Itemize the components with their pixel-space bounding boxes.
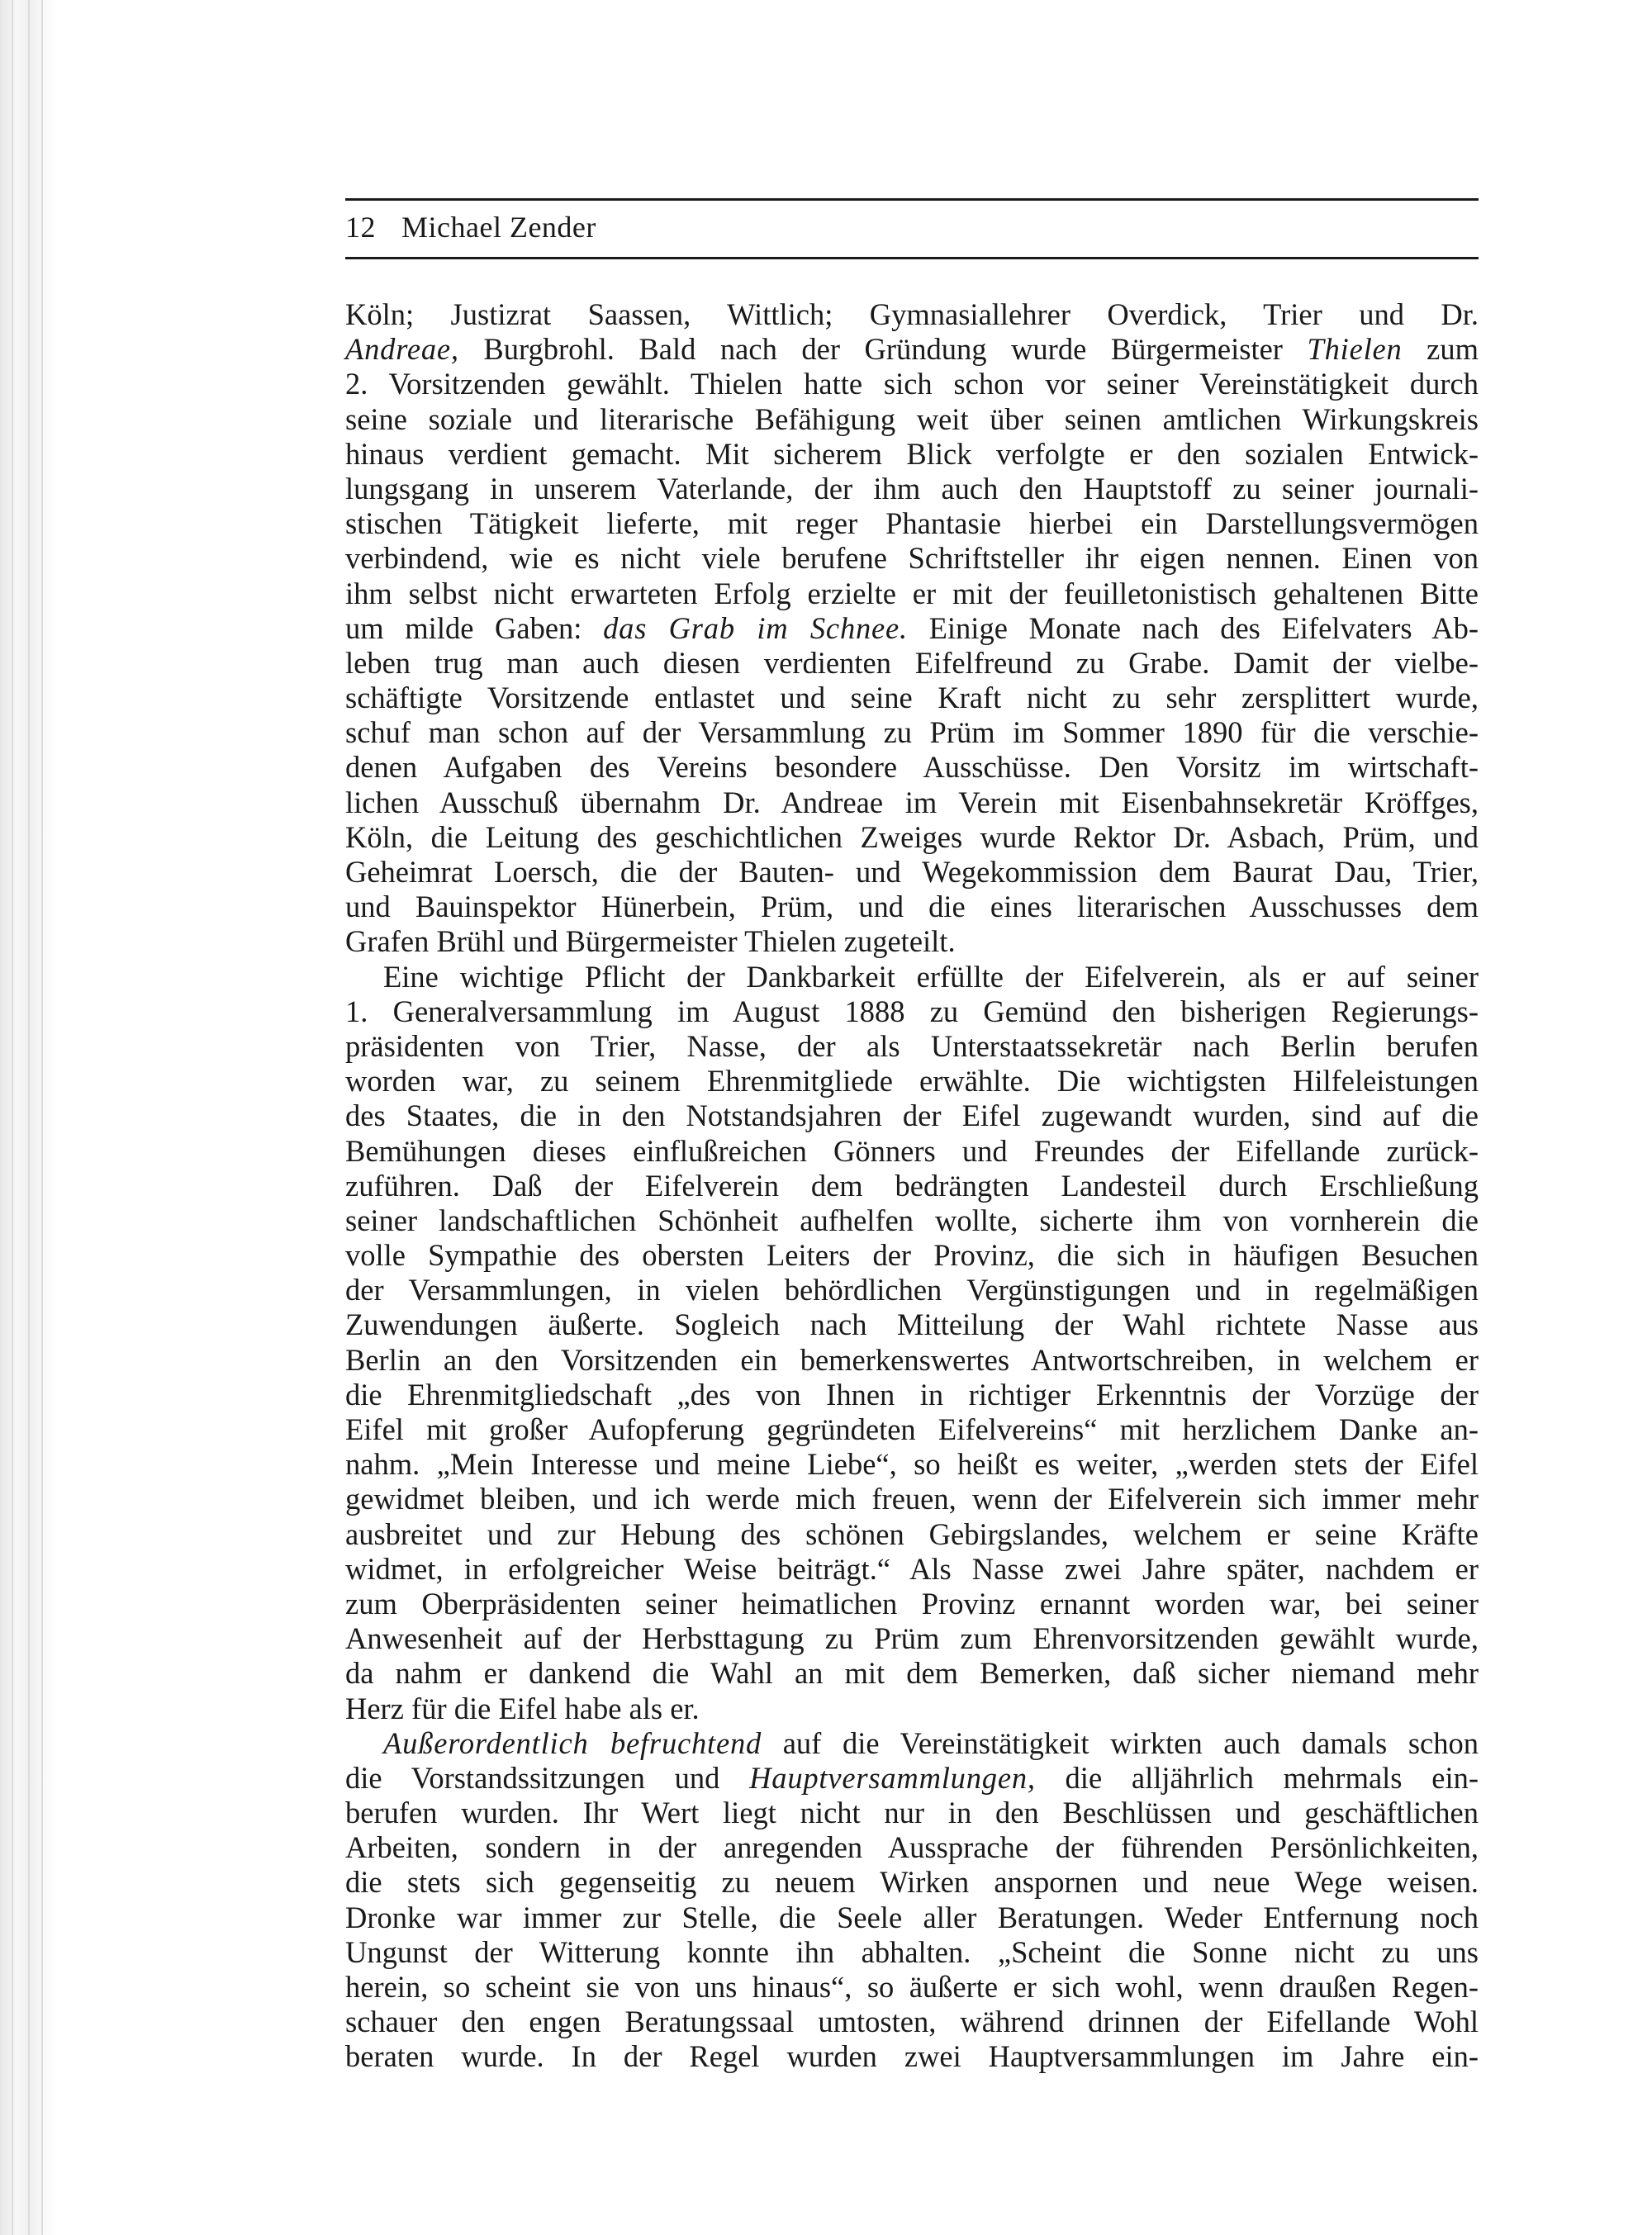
- text-segment: nahm. „Mein Interesse und meine Liebe“, so heißt es weiter, „werden stets der Eifel: [345, 1447, 1479, 1482]
- italic-text: das Grab im Schnee.: [603, 610, 908, 645]
- running-header: [345, 206, 1479, 248]
- author-name: Michael Zender: [401, 211, 596, 244]
- text-segment: hinaus verdient gemacht. Mit sicherem Blick verfolgte er den sozialen Entwick-: [345, 436, 1479, 471]
- text-line: [345, 541, 1479, 576]
- text-segment: und Bauinspektor Hünerbein, Prüm, und die eines literarischen Ausschusses dem: [345, 890, 1479, 924]
- text-segment: die Ehrenmitgliedschaft „des von Ihnen in richtiger Erkenntnis der Vorzüge der: [345, 1377, 1479, 1412]
- text-segment: zum: [1402, 332, 1479, 367]
- text-line: [345, 924, 1479, 959]
- text-line: [345, 506, 1479, 541]
- body-text: [345, 297, 1479, 2075]
- text-segment: herein, so scheint sie von uns hinaus“, so äußerte er sich wohl, wenn draußen Regen-: [345, 1970, 1479, 2004]
- page-number: 12: [345, 211, 376, 244]
- text-line: [345, 1692, 1479, 1726]
- text-line: [345, 367, 1479, 401]
- text-line: [345, 1447, 1479, 1482]
- text-segment: Grafen Brühl und Bürgermeister Thielen zugeteilt.: [345, 924, 956, 959]
- text-segment: widmet, in erfolgreicher Weise beiträgt.“ Als Nasse zwei Jahre später, nachdem er: [345, 1551, 1479, 1586]
- text-line: [345, 1203, 1479, 1238]
- text-segment: ihm selbst nicht erwarteten Erfolg erzielte er mit der feuilletonistisch gehaltenen Bitte: [345, 576, 1479, 610]
- text-segment: auf die Vereinstätigkeit wirkten auch damals schon: [762, 1725, 1479, 1760]
- header-rule-bottom: [345, 257, 1479, 259]
- text-line: [345, 1796, 1479, 1830]
- text-segment: Dronke war immer zur Stelle, die Seele aller Beratungen. Weder Entfernung noch: [345, 1900, 1479, 1934]
- text-line: [345, 437, 1479, 472]
- text-line: [345, 1169, 1479, 1203]
- text-line: [345, 681, 1479, 715]
- text-segment: volle Sympathie des obersten Leiters der Provinz, die sich in häufigen Besuchen: [345, 1238, 1479, 1273]
- text-segment: präsidenten von Trier, Nasse, der als Unterstaatssekretär nach Berlin berufen: [345, 1028, 1479, 1063]
- text-line: [345, 1517, 1479, 1552]
- italic-text: Außerordentlich befruchtend: [383, 1725, 762, 1760]
- text-segment: lichen Ausschuß übernahm Dr. Andreae im Verein mit Eisenbahnsekretär Kröffges,: [345, 785, 1479, 819]
- text-line: [345, 960, 1479, 994]
- text-line: [345, 1482, 1479, 1516]
- text-line: [345, 1134, 1479, 1169]
- text-segment: schuf man schon auf der Versammlung zu Prüm im Sommer 1890 für die verschie-: [345, 715, 1479, 750]
- text-segment: des Staates, die in den Notstandsjahren der Eifel zugewandt wurden, sind auf die: [345, 1099, 1479, 1133]
- text-segment: lungsgang in unserem Vaterlande, der ihm auch den Hauptstoff zu seiner journali-: [345, 471, 1479, 505]
- text-line: [345, 1552, 1479, 1587]
- text-segment: Bemühungen dieses einflußreichen Gönners und Freundes der Eifellande zurück-: [345, 1133, 1479, 1168]
- text-line: [345, 332, 1479, 367]
- text-line: [345, 1761, 1479, 1796]
- book-binding-edge: [0, 0, 58, 2235]
- text-segment: Einige Monate nach des Eifelvaters Ab-: [907, 610, 1479, 645]
- text-line: [345, 646, 1479, 681]
- text-line: [345, 994, 1479, 1029]
- italic-text: Andreae,: [345, 332, 459, 367]
- text-segment: seiner landschaftlichen Schönheit aufhelfen wollte, sicherte ihm von vornherein die: [345, 1203, 1479, 1237]
- text-segment: Eine wichtige Pflicht der Dankbarkeit erfüllte der Eifelverein, als er auf seiner: [383, 959, 1479, 994]
- text-segment: zum Oberpräsidenten seiner heimatlichen Provinz ernannt worden war, bei seiner: [345, 1586, 1479, 1620]
- text-line: [345, 1900, 1479, 1935]
- italic-text: Hauptversammlungen,: [749, 1760, 1036, 1795]
- text-line: [345, 1621, 1479, 1656]
- text-segment: berufen wurden. Ihr Wert liegt nicht nur in den Beschlüssen und geschäftlichen: [345, 1796, 1479, 1830]
- text-segment: ausbreitet und zur Hebung des schönen Gebirgslandes, welchem er seine Kräfte: [345, 1516, 1479, 1551]
- text-line: [345, 2005, 1479, 2039]
- text-line: [345, 1029, 1479, 1064]
- text-line: [345, 1343, 1479, 1378]
- text-line: [345, 1307, 1479, 1342]
- text-segment: zuführen. Daß der Eifelverein dem bedrängten Landesteil durch Erschließung: [345, 1168, 1479, 1203]
- text-segment: denen Aufgaben des Vereins besondere Ausschüsse. Den Vorsitz im wirtschaft-: [345, 750, 1479, 785]
- text-line: [345, 785, 1479, 820]
- text-segment: Köln, die Leitung des geschichtlichen Zweiges wurde Rektor Dr. Asbach, Prüm, und: [345, 819, 1479, 854]
- text-line: [345, 1970, 1479, 2005]
- text-segment: leben trug man auch diesen verdienten Eifelfreund zu Grabe. Damit der vielbe-: [345, 645, 1479, 680]
- text-line: [345, 402, 1479, 437]
- text-line: [345, 2039, 1479, 2074]
- text-line: [345, 1273, 1479, 1307]
- text-segment: seine soziale und literarische Befähigung weit über seinen amtlichen Wirkungskreis: [345, 401, 1479, 436]
- binding-line: [28, 0, 30, 2235]
- text-segment: Arbeiten, sondern in der anregenden Aussprache der führenden Persönlichkeiten,: [345, 1830, 1479, 1865]
- text-segment: 1. Generalversammlung im August 1888 zu Gemünd den bisherigen Regierungs-: [345, 994, 1479, 1028]
- binding-line: [12, 0, 13, 2235]
- text-line: [345, 715, 1479, 750]
- text-segment: die stets sich gegenseitig zu neuem Wirken anspornen und neue Wege weisen.: [345, 1865, 1479, 1900]
- text-segment: gewidmet bleiben, und ich werde mich freuen, wenn der Eifelverein sich immer mehr: [345, 1482, 1479, 1516]
- text-segment: Eifel mit großer Aufopferung gegründeten Eifelvereins“ mit herzlichem Danke an-: [345, 1412, 1479, 1446]
- text-line: [345, 1378, 1479, 1412]
- text-line: [345, 1935, 1479, 1970]
- text-segment: stischen Tätigkeit lieferte, mit reger Phantasie hierbei ein Darstellungsvermögen: [345, 506, 1479, 541]
- text-line: [345, 1865, 1479, 1900]
- text-segment: um milde Gaben:: [345, 610, 604, 645]
- text-segment: Anwesenheit auf der Herbsttagung zu Prüm zum Ehrenvorsitzenden gewählt wurde,: [345, 1621, 1479, 1656]
- text-segment: die Vorstandssitzungen und: [345, 1760, 750, 1795]
- text-line: [345, 1726, 1479, 1761]
- text-line: [345, 472, 1479, 506]
- text-segment: Ungunst der Witterung konnte ihn abhalten. „Scheint die Sonne nicht zu uns: [345, 1934, 1479, 1969]
- text-line: [345, 1412, 1479, 1447]
- text-line: [345, 611, 1479, 646]
- text-segment: Zuwendungen äußerte. Sogleich nach Mitteilung der Wahl richtete Nasse aus: [345, 1307, 1479, 1342]
- text-segment: schauer den engen Beratungssaal umtosten, während drinnen der Eifellande Wohl: [345, 2005, 1479, 2039]
- text-line: [345, 577, 1479, 611]
- text-segment: Berlin an den Vorsitzenden ein bemerkenswertes Antwortschreiben, in welchem er: [345, 1342, 1479, 1377]
- text-segment: schäftigte Vorsitzende entlastet und seine Kraft nicht zu sehr zersplittert wurde,: [345, 681, 1479, 715]
- text-segment: 2. Vorsitzenden gewählt. Thielen hatte sich schon vor seiner Vereinstätigkeit durch: [345, 367, 1479, 401]
- text-segment: Herz für die Eifel habe als er.: [345, 1691, 700, 1725]
- text-segment: der Versammlungen, in vielen behördlichen Vergünstigungen und in regelmäßigen: [345, 1273, 1479, 1307]
- text-line: [345, 750, 1479, 785]
- text-segment: da nahm er dankend die Wahl an mit dem Bemerken, daß sicher niemand mehr: [345, 1656, 1479, 1691]
- text-line: [345, 297, 1479, 332]
- text-line: [345, 1099, 1479, 1133]
- text-line: [345, 1238, 1479, 1273]
- text-segment: Burgbrohl. Bald nach der Gründung wurde Bürgermeister: [458, 332, 1308, 367]
- text-line: [345, 1656, 1479, 1691]
- text-segment: Geheimrat Loersch, die der Bauten- und Wegekommission dem Baurat Dau, Trier,: [345, 855, 1479, 889]
- italic-text: Thielen: [1307, 332, 1403, 367]
- text-segment: worden war, zu seinem Ehrenmitgliede erwählte. Die wichtigsten Hilfeleistungen: [345, 1064, 1479, 1099]
- text-line: [345, 1064, 1479, 1099]
- text-line: [345, 855, 1479, 890]
- text-segment: Köln; Justizrat Saassen, Wittlich; Gymnasiallehrer Overdick, Trier und Dr.: [345, 297, 1479, 331]
- text-line: [345, 890, 1479, 924]
- text-line: [345, 1830, 1479, 1865]
- text-segment: die alljährlich mehrmals ein-: [1035, 1760, 1479, 1795]
- text-segment: verbindend, wie es nicht viele berufene Schriftsteller ihr eigen nennen. Einen von: [345, 541, 1479, 576]
- text-line: [345, 1587, 1479, 1621]
- header-rule-top: [345, 198, 1479, 201]
- text-segment: beraten wurde. In der Regel wurden zwei Hauptversammlungen im Jahre ein-: [345, 2039, 1479, 2074]
- binding-line: [41, 0, 43, 2235]
- text-line: [345, 820, 1479, 855]
